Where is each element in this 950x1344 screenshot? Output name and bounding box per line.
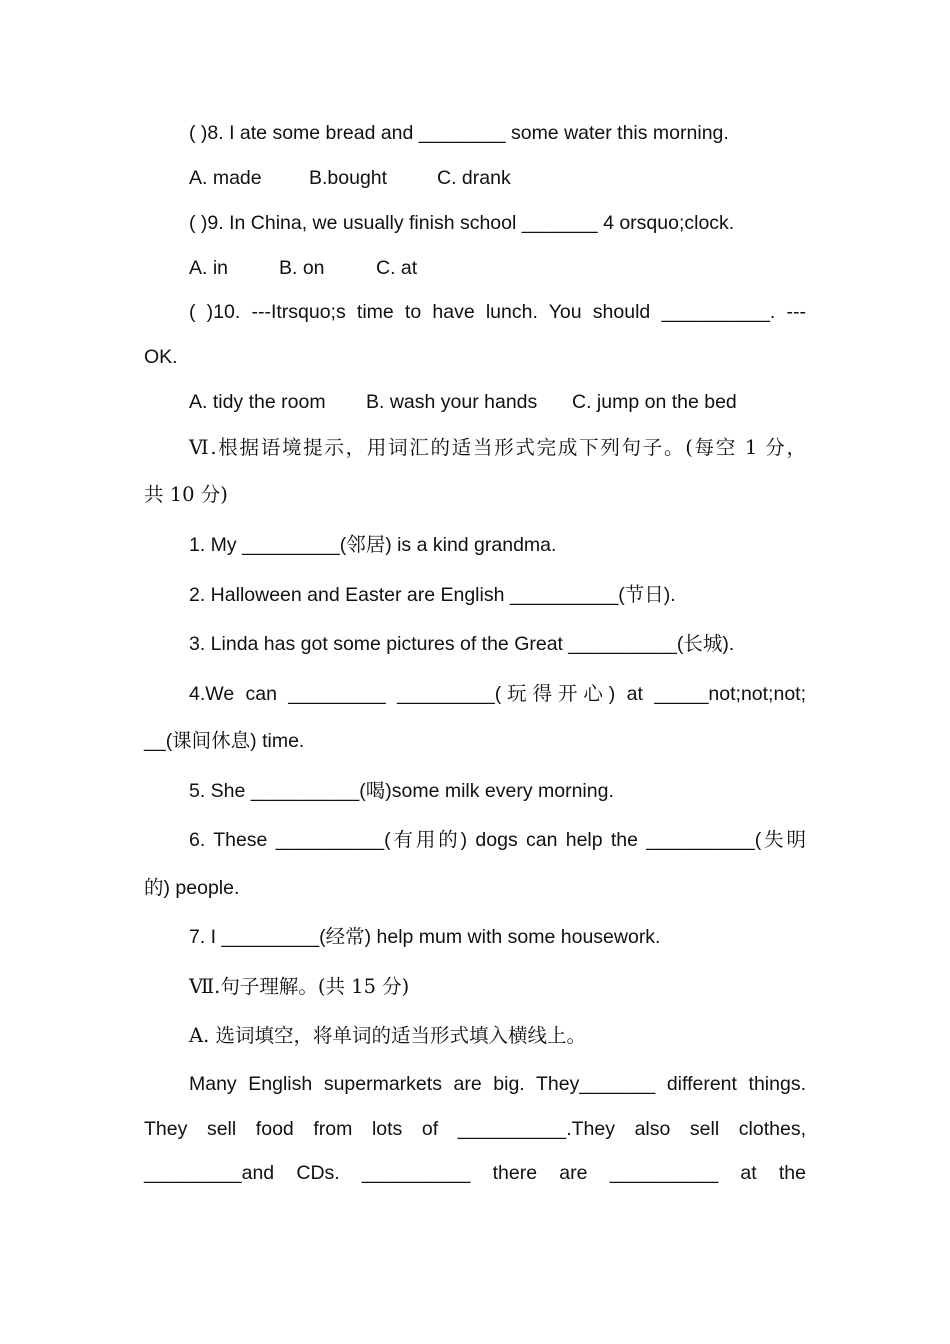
section-6-item-7: 7. I _________(经常) help mum with some housework. [189, 926, 661, 948]
section-7-paragraph-line1: Many English supermarkets are big. They_______ different things. [189, 1073, 806, 1095]
section-7-heading: Ⅶ.句子理解。(共 15 分) [189, 975, 410, 998]
section-7-paragraph-line3: _________and CDs. __________ there are __________ at the [144, 1162, 806, 1184]
section-7-paragraph-line2: They sell food from lots of __________.They also sell clothes, [144, 1118, 806, 1140]
question-10-line1: ( )10. ---Itrsquo;s time to have lunch. You should __________. --- [189, 301, 806, 323]
question-9: ( )9. In China, we usually finish school _______ 4 orsquo;clock. [189, 212, 735, 234]
question-9-options [189, 256, 417, 280]
section-6-item-5: 5. She __________(喝)some milk every morning. [189, 780, 614, 802]
option-c: C. jump on the bed [572, 391, 737, 413]
option-a: A. in [189, 257, 229, 279]
section-6-heading-line1: Ⅵ.根据语境提示，用词汇的适当形式完成下列句子。(每空 1 分， [189, 436, 806, 459]
option-c: C. drank [437, 167, 511, 189]
question-8-options [189, 166, 511, 190]
section-7-subheading: A. 选词填空，将单词的适当形式填入横线上。 [189, 1024, 586, 1047]
section-6-heading-line2: 共 10 分) [144, 483, 228, 506]
option-c: C. at [376, 257, 418, 279]
question-10-line2: OK. [144, 346, 178, 368]
option-a: A. made [189, 167, 262, 189]
section-6-item-4-line2: __(课间休息) time. [144, 730, 305, 752]
question-8: ( )8. I ate some bread and ________ some water this morning. [189, 122, 729, 144]
option-a: A. tidy the room [189, 391, 326, 413]
section-6-item-6-line2: 的) people. [144, 877, 240, 899]
option-b: B.bought [309, 167, 388, 189]
section-6-item-3: 3. Linda has got some pictures of the Great __________(长城). [189, 633, 735, 655]
section-6-item-1: 1. My _________(邻居) is a kind grandma. [189, 534, 557, 556]
question-10-options [189, 390, 737, 414]
section-6-item-6-line1: 6. These __________(有用的) dogs can help the __________(失明 [189, 829, 806, 851]
option-b: B. on [279, 257, 325, 279]
option-b: B. wash your hands [366, 391, 538, 413]
section-6-item-2: 2. Halloween and Easter are English __________(节日). [189, 584, 676, 606]
section-6-item-4-line1: 4.We can _________ _________(玩得开心) at _____not;not;not; [189, 683, 806, 705]
